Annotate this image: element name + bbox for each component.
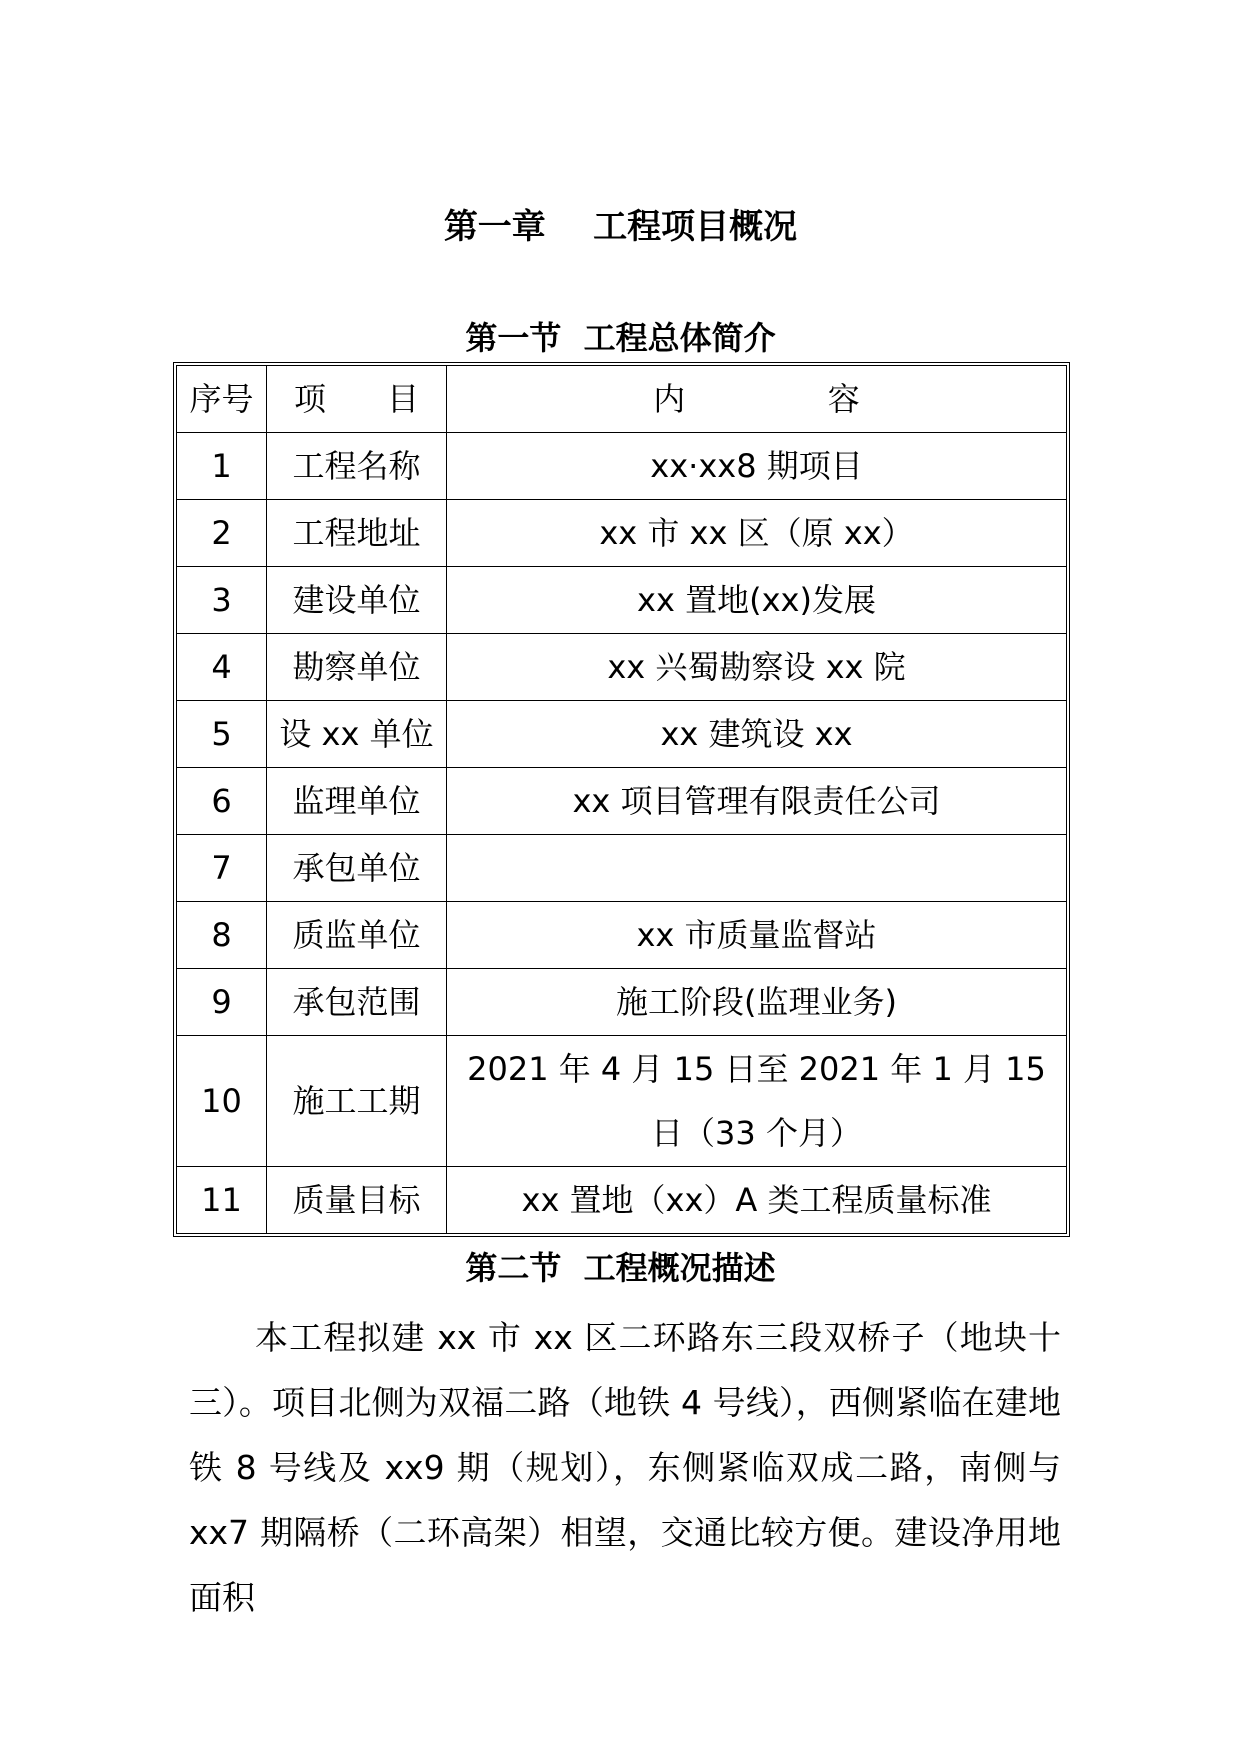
section-title-overview: 第一节 工程总体简介 <box>465 319 776 357</box>
row-serial-number: 4 <box>177 634 267 701</box>
table-row <box>177 902 1067 969</box>
header-item: 项 目 <box>267 366 447 433</box>
row-serial-number: 10 <box>177 1036 267 1167</box>
row-serial-number: 11 <box>177 1167 267 1234</box>
row-item-name: 施工工期 <box>267 1036 447 1167</box>
table-row <box>177 1036 1067 1167</box>
row-content <box>447 835 1067 902</box>
row-content: xx 建筑设 xx <box>447 701 1067 768</box>
description-paragraph: 本工程拟建 xx 市 xx 区二环路东三段双桥子（地块十三）。项目北侧为双福二路（地铁 4 号线），西侧紧临在建地铁 8 号线及 xx9 期（规划），东侧紧临双成二路，南侧与 xx7 期隔桥（二环高架）相望，交通比较方便。建设净用地面积 <box>189 1318 1061 1617</box>
table-row <box>177 567 1067 634</box>
table-row <box>177 1167 1067 1234</box>
table-row <box>177 835 1067 902</box>
row-item-name: 工程地址 <box>267 500 447 567</box>
row-item-name: 质量目标 <box>267 1167 447 1234</box>
row-serial-number: 1 <box>177 433 267 500</box>
table-row <box>177 634 1067 701</box>
table-row <box>177 500 1067 567</box>
table-row <box>177 768 1067 835</box>
header-content: 内 容 <box>447 366 1067 433</box>
row-content: 2021 年 4 月 15 日至 2021 年 1 月 15 日（33 个月） <box>447 1036 1067 1167</box>
row-item-name: 质监单位 <box>267 902 447 969</box>
row-content: xx·xx8 期项目 <box>447 433 1067 500</box>
table-row <box>177 969 1067 1036</box>
row-item-name: 勘察单位 <box>267 634 447 701</box>
row-serial-number: 5 <box>177 701 267 768</box>
row-item-name: 承包单位 <box>267 835 447 902</box>
row-content: xx 市质量监督站 <box>447 902 1067 969</box>
row-serial-number: 9 <box>177 969 267 1036</box>
table-row <box>177 433 1067 500</box>
row-content: xx 项目管理有限责任公司 <box>447 768 1067 835</box>
header-serial-number: 序号 <box>177 366 267 433</box>
row-item-name: 建设单位 <box>267 567 447 634</box>
row-serial-number: 6 <box>177 768 267 835</box>
row-serial-number: 2 <box>177 500 267 567</box>
row-content: xx 兴蜀勘察设 xx 院 <box>447 634 1067 701</box>
row-serial-number: 8 <box>177 902 267 969</box>
row-item-name: 设 xx 单位 <box>267 701 447 768</box>
row-serial-number: 7 <box>177 835 267 902</box>
table-row <box>177 701 1067 768</box>
row-content: xx 置地(xx)发展 <box>447 567 1067 634</box>
row-content: xx 置地（xx）A 类工程质量标准 <box>447 1167 1067 1234</box>
row-item-name: 监理单位 <box>267 768 447 835</box>
chapter-title: 第一章 工程项目概况 <box>443 207 798 247</box>
row-serial-number: 3 <box>177 567 267 634</box>
row-item-name: 工程名称 <box>267 433 447 500</box>
table-header-row <box>177 366 1067 433</box>
section-title-description: 第二节 工程概况描述 <box>465 1249 776 1287</box>
row-item-name: 承包范围 <box>267 969 447 1036</box>
row-content: xx 市 xx 区（原 xx） <box>447 500 1067 567</box>
row-content: 施工阶段(监理业务) <box>447 969 1067 1036</box>
project-info-table <box>176 365 1067 1234</box>
